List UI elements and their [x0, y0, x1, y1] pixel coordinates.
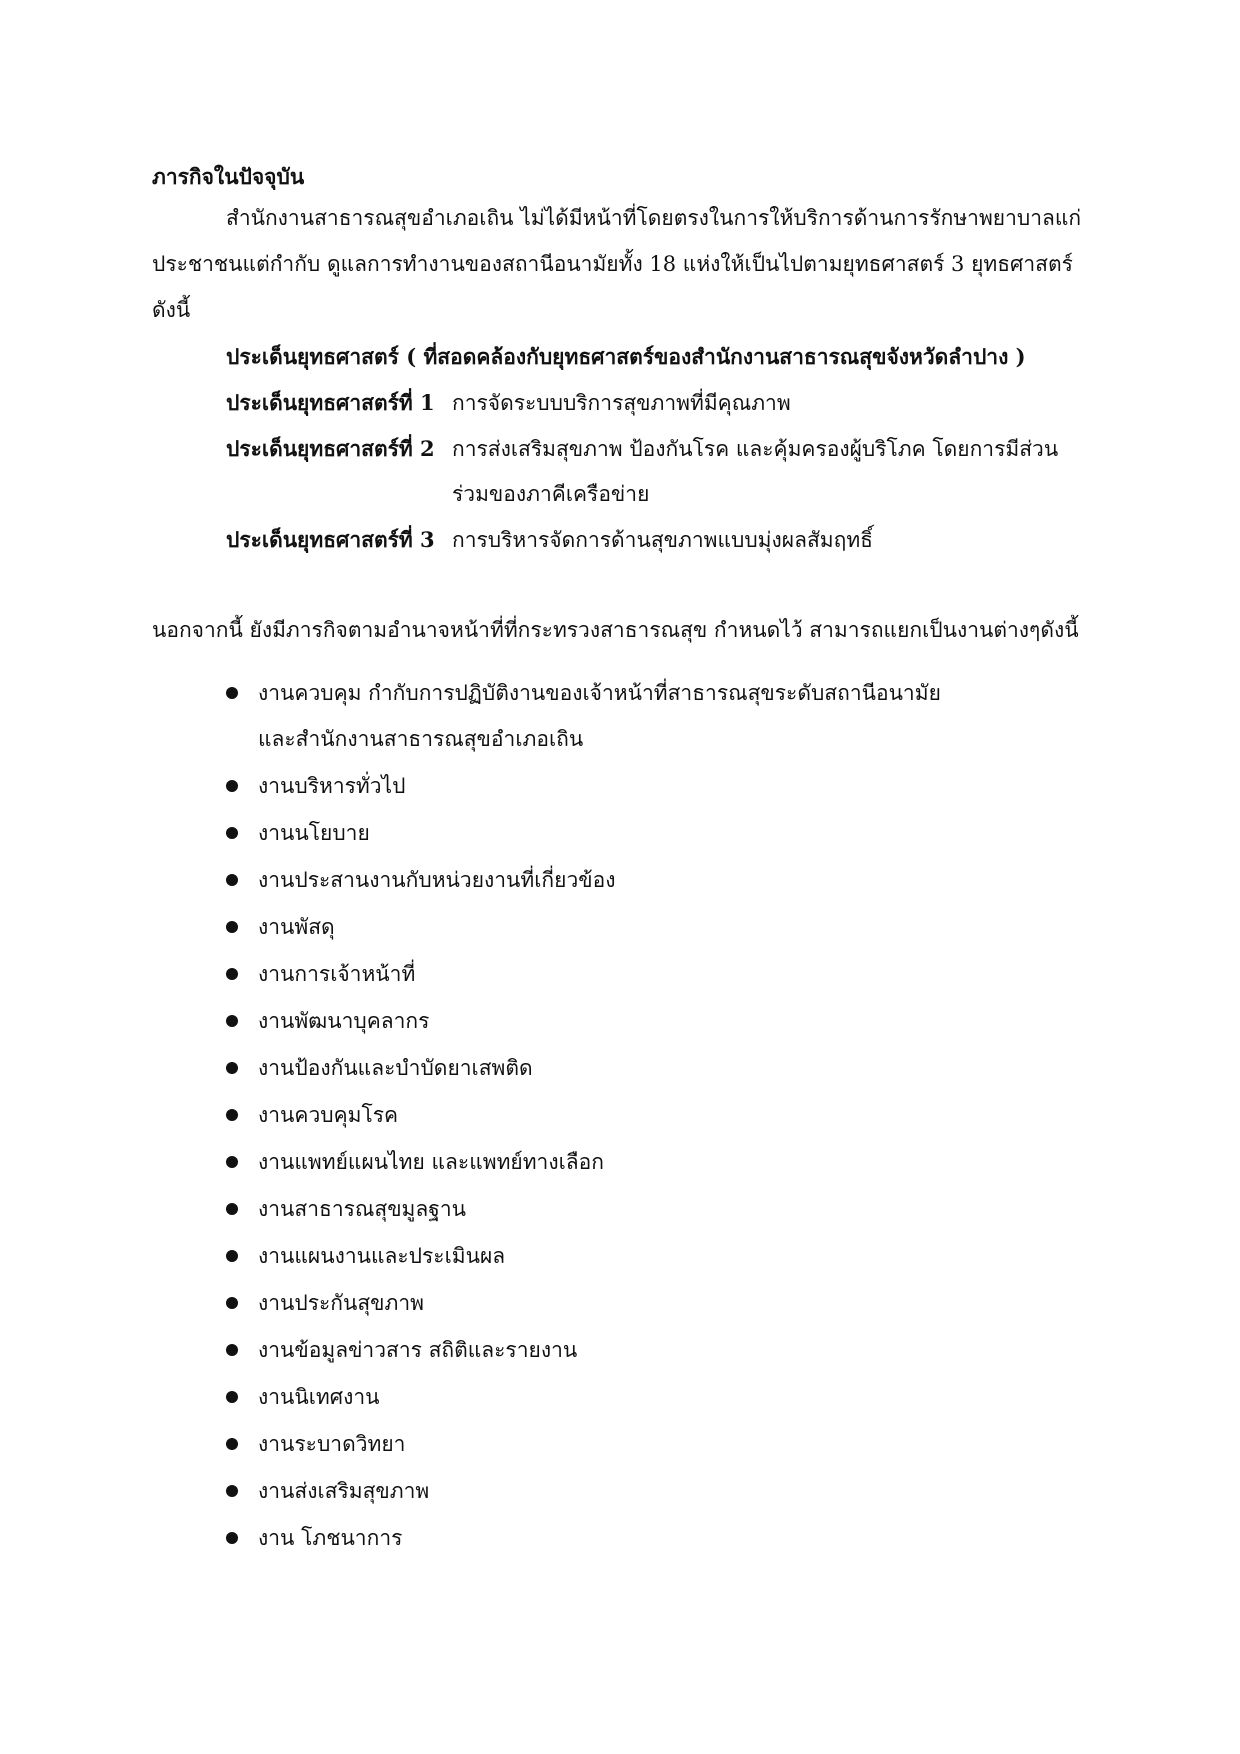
bullet-icon — [226, 687, 238, 699]
list-item-text: งานแผนงานและประเมินผล — [258, 1244, 506, 1268]
list-item — [226, 1053, 941, 1083]
strategy-2-text-cont: ร่วมของภาคีเครือข่าย — [452, 482, 650, 506]
list-item-text: งานนิเทศงาน — [258, 1385, 380, 1409]
list-item-text: งานป้องกันและบำบัดยาเสพติด — [258, 1056, 533, 1080]
additional-duties-intro: นอกจากนี้ ยังมีภารกิจตามอำนาจหน้าที่ที่กระทรวงสาธารณสุข กำหนดไว้ สามารถแยกเป็นงานต่างๆดังนี้ — [152, 618, 1079, 642]
list-item — [226, 1523, 941, 1553]
strategy-3-label: ประเด็นยุทธศาสตร์ที่ 3 — [226, 527, 435, 552]
list-item-text: งาน โภชนาการ — [258, 1526, 403, 1550]
list-item-text: งานประสานงานกับหน่วยงานที่เกี่ยวข้อง — [258, 868, 616, 892]
bullet-icon — [226, 827, 238, 839]
list-item — [226, 1147, 941, 1177]
list-item-text: งานควบคุมโรค — [258, 1103, 399, 1127]
list-item — [226, 1429, 941, 1459]
list-item — [226, 771, 941, 801]
bullet-icon — [226, 1532, 238, 1544]
list-item-text: งานแพทย์แผนไทย และแพทย์ทางเลือก — [258, 1150, 604, 1174]
list-item-text: งานประกันสุขภาพ — [258, 1291, 425, 1315]
bullet-icon — [226, 968, 238, 980]
list-item-text: งานพัสดุ — [258, 915, 335, 939]
bullet-icon — [226, 1109, 238, 1121]
list-item — [226, 1288, 941, 1318]
bullet-icon — [226, 780, 238, 792]
bullet-icon — [226, 1203, 238, 1215]
list-item — [226, 818, 941, 848]
bullet-icon — [226, 1297, 238, 1309]
list-item — [226, 1382, 941, 1412]
task-list — [226, 662, 941, 1570]
intro-line-2: ประชาชนแต่กำกับ ดูแลการทำงานของสถานีอนามัยทั้ง 18 แห่งให้เป็นไปตามยุทธศาสตร์ 3 ยุทธศาสตร์ — [152, 252, 1073, 276]
list-item-text: งานส่งเสริมสุขภาพ — [258, 1479, 430, 1503]
list-item — [226, 959, 941, 989]
intro-line-3: ดังนี้ — [152, 298, 191, 322]
bullet-icon — [226, 1485, 238, 1497]
strategy-header: ประเด็นยุทธศาสตร์ ( ที่สอดคล้องกับยุทธศาสตร์ของสำนักงานสาธารณสุขจังหวัดลำปาง ) — [226, 344, 1026, 369]
list-item — [226, 865, 941, 895]
bullet-icon — [226, 1438, 238, 1450]
bullet-icon — [226, 1062, 238, 1074]
bullet-icon — [226, 1391, 238, 1403]
list-item — [226, 1241, 941, 1271]
list-item — [226, 1100, 941, 1130]
bullet-icon — [226, 921, 238, 933]
list-item — [226, 1006, 941, 1036]
list-item-text: งานสาธารณสุขมูลฐาน — [258, 1197, 467, 1221]
list-item — [226, 678, 941, 754]
bullet-icon — [226, 1156, 238, 1168]
strategy-2-text: การส่งเสริมสุขภาพ ป้องกันโรค และคุ้มครองผู้บริโภค โดยการมีส่วน — [452, 437, 1059, 461]
list-item — [226, 1476, 941, 1506]
strategy-2-label: ประเด็นยุทธศาสตร์ที่ 2 — [226, 436, 435, 461]
list-item — [226, 1194, 941, 1224]
strategy-1-text: การจัดระบบบริการสุขภาพที่มีคุณภาพ — [452, 391, 791, 415]
section-heading: ภารกิจในปัจจุบัน — [152, 164, 305, 189]
list-item-text: งานข้อมูลข่าวสาร สถิติและรายงาน — [258, 1338, 578, 1362]
bullet-icon — [226, 874, 238, 886]
intro-line-1: สำนักงานสาธารณสุขอำเภอเถิน ไม่ได้มีหน้าที่โดยตรงในการให้บริการด้านการรักษาพยาบาลแก่ — [226, 206, 1082, 230]
bullet-icon — [226, 1344, 238, 1356]
strategy-3-text: การบริหารจัดการด้านสุขภาพแบบมุ่งผลสัมฤทธิ์ — [452, 528, 873, 552]
list-item — [226, 912, 941, 942]
list-item-text: งานบริหารทั่วไป — [258, 774, 406, 798]
list-item-text: งานพัฒนาบุคลากร — [258, 1009, 430, 1033]
strategy-1-label: ประเด็นยุทธศาสตร์ที่ 1 — [226, 390, 435, 415]
list-item-text: งานควบคุม กำกับการปฏิบัติงานของเจ้าหน้าที่สาธารณสุขระดับสถานีอนามัย — [258, 681, 941, 705]
list-item-text-cont: และสำนักงานสาธารณสุขอำเภอเถิน — [258, 727, 584, 751]
bullet-icon — [226, 1015, 238, 1027]
list-item — [226, 1335, 941, 1365]
list-item-text: งานนโยบาย — [258, 821, 370, 845]
list-item-text: งานการเจ้าหน้าที่ — [258, 962, 416, 986]
bullet-icon — [226, 1250, 238, 1262]
list-item-text: งานระบาดวิทยา — [258, 1432, 406, 1456]
